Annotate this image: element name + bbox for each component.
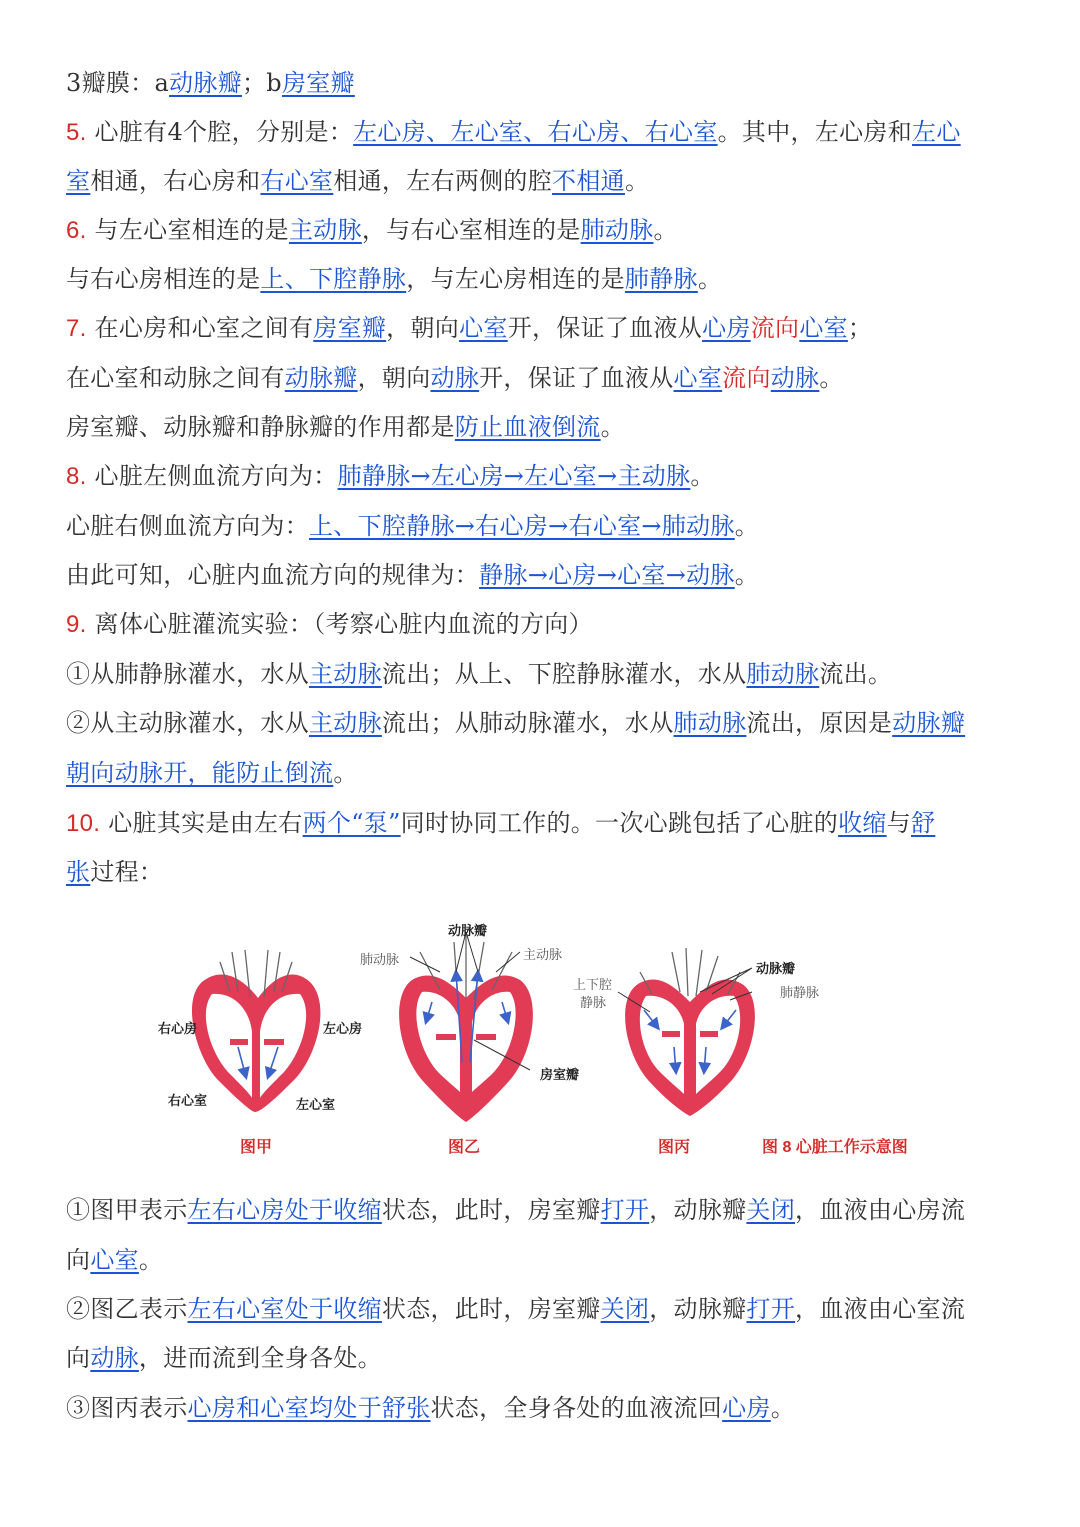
label-left-atrium: 左心房	[323, 1021, 363, 1036]
answer: 肺静脉	[624, 265, 698, 293]
fig-explain-3	[66, 1391, 1016, 1425]
answer: 心室	[673, 364, 723, 392]
answer: 上、下腔静脉→右心房→右心室→肺动脉	[309, 512, 735, 540]
answer: 左右心房处于收缩	[187, 1196, 382, 1224]
text: 开，保证了血液从	[507, 314, 703, 342]
text: 流出；从上、下腔静脉灌水，水从	[381, 660, 747, 688]
text: 心脏右侧血流方向为：	[66, 512, 309, 540]
label-aorta: 主动脉	[523, 947, 563, 962]
item-7-line-1	[66, 311, 1016, 346]
answer: 打开	[600, 1196, 650, 1224]
text: ，动脉瓣	[649, 1196, 747, 1224]
caption-yi: 图乙	[448, 1139, 481, 1156]
item-5-line-2	[66, 164, 1016, 198]
answer: 左心房、左心室、右心房、右心室	[353, 118, 718, 146]
item-10-line-1	[66, 806, 1016, 841]
answer: 主动脉	[309, 709, 382, 737]
label-left-ventricle: 左心室	[296, 1097, 336, 1112]
answer: 不相通	[552, 167, 625, 195]
fig-explain-1-line-2	[66, 1243, 1016, 1277]
item-number: 5.	[66, 119, 87, 146]
answer: 心房	[722, 1394, 771, 1422]
answer: 关闭	[746, 1196, 796, 1224]
label-right-atrium: 右心房	[158, 1021, 198, 1036]
answer: 肺静脉→左心房→左心室→主动脉	[337, 462, 691, 490]
heart-yi	[399, 932, 533, 1122]
answer: 动脉瓣	[892, 709, 966, 737]
item-8-line-2	[66, 509, 1016, 543]
text: ①图甲表示	[66, 1196, 188, 1224]
text: ，动脉瓣	[649, 1295, 747, 1323]
text: 。	[333, 759, 358, 787]
item-7-line-2	[66, 361, 1016, 395]
label-right-ventricle: 右心室	[168, 1093, 208, 1108]
item-10-line-2	[66, 855, 1016, 889]
item-number: 7.	[66, 315, 87, 342]
answer: 朝向动脉开，能防止倒流	[66, 759, 334, 787]
label-av-valve: 房室瓣	[540, 1067, 580, 1082]
item-number: 9.	[66, 611, 87, 638]
text: 。	[734, 512, 760, 540]
text: 由此可知，心脏内血流方向的规律为：	[66, 561, 480, 589]
answer: 动脉瓣	[284, 364, 358, 392]
text: 与	[886, 809, 911, 837]
answer: 动脉	[430, 364, 480, 392]
text-line-valves	[66, 66, 1016, 100]
answer: 主动脉	[288, 216, 362, 244]
text: 心脏有4个腔，分别是：	[86, 118, 354, 146]
text: 向	[66, 1344, 91, 1372]
text: 。	[653, 216, 678, 244]
flow-word: 流向	[750, 314, 800, 342]
text: 状态，全身各处的血液流回	[430, 1394, 723, 1422]
heart-diagram-figure	[140, 912, 960, 1162]
text: 。	[624, 167, 650, 195]
text: 在心房和心室之间有	[86, 314, 314, 342]
text: 房室瓣、动脉瓣和静脉瓣的作用都是	[66, 413, 455, 441]
text: 心脏左侧血流方向为：	[86, 462, 338, 490]
text: ，朝向	[357, 364, 431, 392]
item-9-line-1	[66, 657, 1016, 691]
item-7-line-3	[66, 410, 1016, 444]
text: ③图丙表示	[66, 1394, 188, 1422]
answer: 动脉	[770, 364, 820, 392]
text: ；	[847, 314, 873, 342]
answer: 肺动脉	[673, 709, 747, 737]
answer: 两个“泵”	[302, 809, 401, 837]
text: ①从肺静脉灌水，水从	[66, 660, 309, 688]
item-9-line-3	[66, 756, 1016, 790]
figure-title: 图 8 心脏工作示意图	[762, 1139, 908, 1156]
label-vena-cava-1: 上下腔	[573, 977, 613, 992]
text: ②图乙表示	[66, 1295, 188, 1323]
label-vena-cava-2: 静脉	[580, 995, 607, 1010]
answer: 动脉	[90, 1344, 139, 1372]
answer: 房室瓣	[313, 314, 387, 342]
item-6-line-2	[66, 262, 1016, 296]
answer: 心室	[799, 314, 848, 342]
text: 。	[770, 1394, 796, 1422]
text: 状态，此时，房室瓣	[381, 1196, 601, 1224]
answer: 心房	[702, 314, 751, 342]
answer: 主动脉	[309, 660, 382, 688]
answer: 上、下腔静脉	[260, 265, 407, 293]
answer: 舒	[910, 809, 936, 837]
answer: 左右心室处于收缩	[187, 1295, 382, 1323]
text: 流出。	[819, 660, 893, 688]
fig-explain-1-line-1	[66, 1193, 1016, 1227]
text: 。	[734, 561, 760, 589]
text: ；b	[241, 69, 282, 97]
answer: 张	[66, 858, 91, 886]
item-5-line-1	[66, 115, 1016, 150]
answer: 打开	[746, 1295, 796, 1323]
item-number: 6.	[66, 217, 87, 244]
text: 相通，左右两侧的腔	[333, 167, 553, 195]
text: 离体心脏灌流实验：（考察心脏内血流的方向）	[86, 610, 593, 638]
text: 相通，右心房和	[90, 167, 261, 195]
item-9-title	[66, 607, 1016, 642]
text: 。	[138, 1246, 164, 1274]
flow-word: 流向	[722, 364, 771, 392]
text: 状态，此时，房室瓣	[381, 1295, 601, 1323]
answer: 关闭	[600, 1295, 650, 1323]
text: 。	[819, 364, 844, 392]
label-pulmonary-vein: 肺静脉	[780, 985, 820, 1000]
item-9-line-2	[66, 706, 1016, 740]
answer: 肺动脉	[746, 660, 820, 688]
text: 开，保证了血液从	[479, 364, 674, 392]
text: ，进而流到全身各处。	[138, 1344, 382, 1372]
text: 。	[690, 462, 715, 490]
fig-explain-2-line-2	[66, 1341, 1016, 1375]
answer: 肺动脉	[580, 216, 654, 244]
text: ②从主动脉灌水，水从	[66, 709, 309, 737]
answer: 收缩	[838, 809, 887, 837]
text: 流出，原因是	[746, 709, 893, 737]
answer: 室	[66, 167, 91, 195]
text: ，血液由心房流	[795, 1196, 966, 1224]
heart-jia	[192, 950, 320, 1112]
text: 流出；从肺动脉灌水，水从	[381, 709, 674, 737]
answer: 左心	[912, 118, 961, 146]
label-pulmonary-artery: 肺动脉	[360, 952, 400, 967]
label-aortic-valve-2: 动脉瓣	[756, 961, 796, 976]
item-8-line-3	[66, 558, 1016, 592]
caption-bing: 图丙	[658, 1139, 691, 1156]
item-8-line-1	[66, 459, 1016, 494]
text: ，与左心房相连的是	[406, 265, 625, 293]
item-6-line-1	[66, 213, 1016, 248]
heart-bing	[618, 948, 755, 1116]
text: 过程：	[90, 858, 164, 886]
answer: 右心室	[260, 167, 334, 195]
text: 与左心室相连的是	[86, 216, 289, 244]
text: 向	[66, 1246, 91, 1274]
text: 心脏其实是由左右	[100, 809, 303, 837]
text: ，与右心室相连的是	[361, 216, 581, 244]
answer: 心室	[90, 1246, 139, 1274]
answer: 静脉→心房→心室→动脉	[479, 561, 735, 589]
text: 3瓣膜：a	[66, 69, 170, 97]
fig-explain-2-line-1	[66, 1292, 1016, 1326]
item-number: 8.	[66, 463, 87, 490]
text: 在心室和动脉之间有	[66, 364, 285, 392]
text: 。	[697, 265, 723, 293]
answer: 心房和心室均处于舒张	[187, 1394, 431, 1422]
text: 与右心房相连的是	[66, 265, 261, 293]
item-number: 10.	[66, 810, 101, 837]
text: ，朝向	[386, 314, 460, 342]
text: 同时协同工作的。一次心跳包括了心脏的	[400, 809, 839, 837]
caption-jia: 图甲	[240, 1139, 273, 1156]
answer: 房室瓣	[281, 69, 355, 97]
answer: 动脉瓣	[169, 69, 242, 97]
text: 。	[600, 413, 625, 441]
answer: 防止血液倒流	[454, 413, 601, 441]
label-aortic-valve: 动脉瓣	[448, 923, 488, 938]
text: 。其中，左心房和	[717, 118, 913, 146]
text: ，血液由心室流	[795, 1295, 966, 1323]
answer: 心室	[459, 314, 508, 342]
